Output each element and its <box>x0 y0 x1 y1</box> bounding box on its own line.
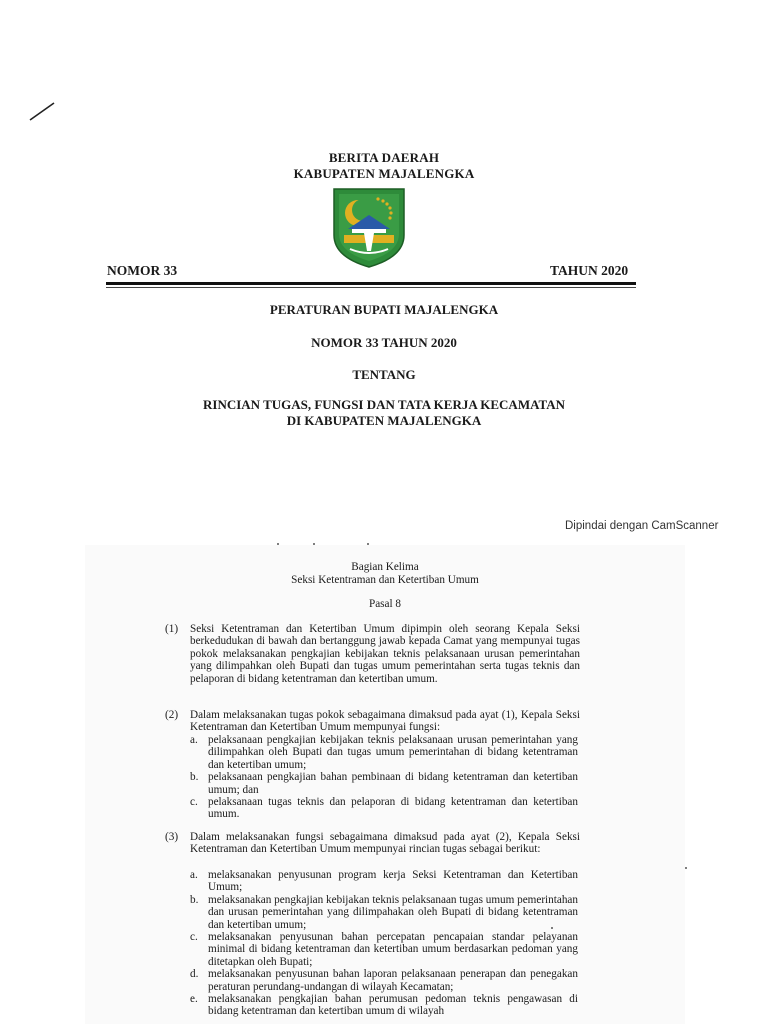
regulation-tentang: TENTANG <box>352 367 416 382</box>
list-item <box>190 993 580 1018</box>
scan-speck <box>685 867 687 869</box>
list-item <box>190 771 580 796</box>
list-letter: b. <box>190 771 199 784</box>
scan-speck <box>551 927 553 929</box>
list-text: pelaksanaan pengkajian kebijakan teknis pelaksanaan urusan pemerintahan yang dilimpahkan oleh Bupati dan tugas umum pemerintahan di bidang ketentraman dan ketertiban umum; <box>208 734 578 771</box>
list-letter: a. <box>190 869 198 881</box>
header-divider-thick <box>106 282 636 285</box>
scan-speck <box>367 543 369 545</box>
content-page <box>85 545 685 1024</box>
scan-speck <box>313 543 315 545</box>
paragraph-3-list <box>190 869 580 1018</box>
list-text: melaksanakan penyusunan program kerja Seksi Ketentraman dan Ketertiban Umum; <box>208 869 578 894</box>
list-item <box>190 931 580 968</box>
paragraph-number: (1) <box>165 623 179 635</box>
pen-stroke-mark <box>28 100 58 122</box>
list-item <box>190 796 580 821</box>
header-divider-thin <box>106 287 636 288</box>
list-letter: e. <box>190 993 198 1006</box>
section-seksi: Seksi Ketentraman dan Ketertiban Umum <box>291 574 479 586</box>
scan-speck <box>277 543 279 545</box>
regulation-number: NOMOR 33 TAHUN 2020 <box>311 335 457 350</box>
list-item <box>190 869 580 894</box>
section-bagian: Bagian Kelima <box>351 561 419 573</box>
nomor-label: NOMOR 33 <box>107 263 178 278</box>
list-letter: c. <box>190 931 198 944</box>
regulation-subject-line2: DI KABUPATEN MAJALENGKA <box>286 413 482 428</box>
camscanner-watermark: Dipindai dengan CamScanner <box>565 520 719 532</box>
list-letter: b. <box>190 893 199 906</box>
list-letter: c. <box>190 796 198 809</box>
paragraph-text: Dalam melaksanakan tugas pokok sebagaimana dimaksud pada ayat (1), Kepala Seksi Ketentraman dan Ketertiban Umum mempunyai fungsi: <box>190 709 580 734</box>
list-text: pelaksanaan tugas teknis dan pelaporan di bidang ketentraman dan ketertiban umum. <box>208 796 578 821</box>
header-berita-daerah: BERITA DAERAH <box>328 150 440 165</box>
list-item <box>190 734 580 771</box>
list-item <box>190 894 580 931</box>
regulation-subject-line1: RINCIAN TUGAS, FUNGSI DAN TATA KERJA KECAMATAN <box>203 397 565 412</box>
majalengka-coat-of-arms-icon <box>330 185 408 269</box>
list-text: pelaksanaan pengkajian bahan pembinaan di bidang ketentraman dan ketertiban umum; dan <box>208 771 578 796</box>
paragraph-2-list <box>190 734 580 821</box>
list-letter: d. <box>190 968 199 981</box>
list-text: melaksanakan pengkajian kebijakan teknis pelaksanaan tugas umum pemerintahan dan urusan pemerintahan yang dilimpahakan oleh Bupati di bidang ketentraman dan ketertiban umum; <box>208 893 578 931</box>
list-letter: a. <box>190 734 198 746</box>
list-text: melaksanakan penyusunan bahan percepatan pencapaian standar pelayanan minimal di bidang ketentraman dan ketertiban umum berdasarkan pedoman yang ditetapkan oleh Bupati; <box>208 931 578 968</box>
section-pasal: Pasal 8 <box>368 598 401 610</box>
list-text: melaksanakan penyusunan bahan laporan pelaksanaan penerapan dan penegakan peraturan perundang-undangan di wilayah Kecamatan; <box>208 968 578 993</box>
paragraph-text: Seksi Ketentraman dan Ketertiban Umum dipimpin oleh seorang Kepala Seksi berkedudukan di bawah dan bertanggung jawab kepada Camat yang mempunyai tugas pokok melaksanakan pengkajian kebijakan teknis pelaksanaan urusan pemerintahan yang dilimpahkan oleh Bupati dan tugas umum pemerintahan serta tugas teknis dan pelaporan di bidang ketentraman dan ketertiban umum. <box>190 623 580 685</box>
list-text: melaksanakan pengkajian bahan perumusan pedoman teknis pengawasan di bidang ketentraman dan ketertiban umum di wilayah <box>208 993 578 1018</box>
paragraph-number: (3) <box>165 831 179 843</box>
header-kabupaten: KABUPATEN MAJALENGKA <box>293 166 475 181</box>
regulation-title: PERATURAN BUPATI MAJALENGKA <box>269 302 499 317</box>
paragraph-text: Dalam melaksanakan fungsi sebagaimana dimaksud pada ayat (2), Kepala Seksi Ketentraman dan Ketertiban Umum mempunyai rincian tugas sebagai berikut: <box>190 831 580 856</box>
tahun-label: TAHUN 2020 <box>550 263 629 278</box>
list-item <box>190 968 580 993</box>
paragraph-number: (2) <box>165 709 179 721</box>
